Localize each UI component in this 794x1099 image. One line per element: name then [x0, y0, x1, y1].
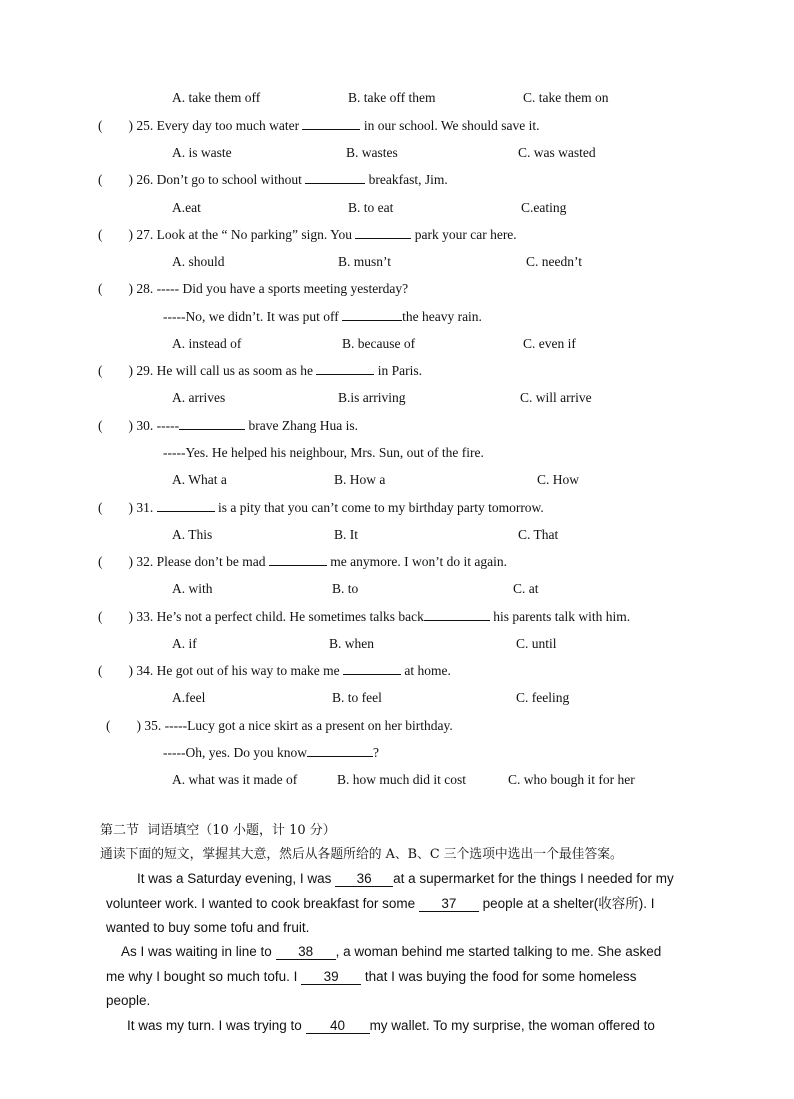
answer-paren-close: )	[128, 281, 133, 296]
reply-text-end: the heavy rain.	[402, 309, 482, 324]
passage-text: , a woman behind me started talking to me. She asked	[335, 944, 662, 959]
q27-options	[172, 254, 732, 270]
answer-paren-open: (	[98, 118, 103, 133]
q25-options	[172, 145, 732, 161]
question-number: 31	[136, 500, 150, 515]
fill-blank[interactable]	[342, 320, 402, 321]
q25-option-b: B. wastes	[346, 145, 398, 160]
question-number: 30	[136, 418, 150, 433]
q30-option-c: C. How	[537, 472, 580, 487]
fill-blank[interactable]	[424, 620, 490, 621]
question-stem: He’s not a perfect child. He sometimes talks back	[156, 609, 424, 624]
number-dot: .	[149, 418, 157, 433]
q30-option-b: B. How a	[334, 472, 386, 487]
fill-blank[interactable]	[343, 674, 401, 675]
question-stem-end: me anymore. I won’t do it again.	[326, 554, 507, 569]
question-25	[98, 118, 539, 134]
question-stem: Don’t go to school without	[156, 172, 306, 187]
number-dot: .	[149, 118, 157, 133]
answer-paren-open: (	[98, 227, 103, 242]
q25-option-a: A. is waste	[172, 145, 232, 160]
section-instruction: 通读下面的短文，掌握其大意，然后从各题所给的 A、B、C 三个选项中选出一个最佳答案。	[100, 847, 623, 862]
q31-option-c: C. That	[518, 527, 559, 542]
q29-option-c: C. will arrive	[520, 390, 592, 405]
q32-option-b: B. to	[332, 581, 359, 596]
q35-options	[172, 772, 732, 788]
answer-paren-open: (	[98, 172, 103, 187]
answer-paren-open: (	[98, 663, 103, 678]
number-dot: .	[157, 718, 165, 733]
q30-reply: -----Yes. He helped his neighbour, Mrs. Sun, out of the fire.	[163, 445, 484, 460]
q26-option-a: A.eat	[172, 200, 201, 215]
answer-paren-close: )	[128, 500, 133, 515]
cloze-blank-38[interactable]: 38	[276, 945, 336, 960]
question-stem-end: park your car here.	[411, 227, 517, 242]
q31-options	[172, 527, 732, 543]
cloze-blank-37[interactable]: 37	[419, 897, 479, 912]
number-dot: .	[149, 281, 157, 296]
passage-line-3: wanted to buy some tofu and fruit.	[106, 920, 310, 935]
question-number: 28	[136, 281, 150, 296]
q24-option-a: A. take them off	[172, 90, 261, 105]
fill-blank[interactable]	[157, 511, 215, 512]
question-stem-end: his parents talk with him.	[489, 609, 631, 624]
q24-options	[172, 90, 732, 106]
fill-blank[interactable]	[355, 238, 411, 239]
question-27	[98, 227, 517, 243]
answer-paren-close: )	[128, 363, 133, 378]
passage-text: at a supermarket for the things I needed for my	[393, 871, 674, 886]
answer-paren-open: (	[98, 500, 103, 515]
question-stem: He will call us as soom as he	[156, 363, 317, 378]
passage-text: volunteer work. I wanted to cook breakfast for some	[106, 896, 419, 911]
question-number: 35	[144, 718, 158, 733]
answer-paren-open: (	[98, 363, 103, 378]
passage-line-5	[106, 969, 637, 985]
question-stem: He got out of his way to make me	[156, 663, 343, 678]
passage-line-2	[106, 896, 654, 912]
question-34	[98, 663, 451, 679]
question-stem: ----- Did you have a sports meeting yesterday?	[156, 281, 409, 296]
q28-option-b: B. because of	[342, 336, 416, 351]
answer-paren-close: )	[128, 418, 133, 433]
q32-options	[172, 581, 732, 597]
q27-option-b: B. musn’t	[338, 254, 392, 269]
q30-options	[172, 472, 732, 488]
passage-line-6: people.	[106, 993, 151, 1008]
question-stem: -----Lucy got a nice skirt as a present on her birthday.	[164, 718, 453, 733]
number-dot: .	[149, 363, 157, 378]
number-dot: .	[149, 227, 157, 242]
question-stem: Every day too much water	[156, 118, 303, 133]
question-stem-end: is a pity that you can’t come to my birthday party tomorrow.	[214, 500, 544, 515]
passage-text: It was my turn. I was trying to	[127, 1018, 306, 1033]
q33-option-c: C. until	[516, 636, 557, 651]
q24-option-b: B. take off them	[348, 90, 436, 105]
q24-option-c: C. take them on	[523, 90, 609, 105]
fill-blank[interactable]	[269, 565, 327, 566]
question-stem: -----	[156, 418, 180, 433]
question-31	[98, 500, 544, 516]
answer-paren-open: (	[98, 554, 103, 569]
reply-text: -----Oh, yes. Do you know	[163, 745, 307, 760]
q32-option-a: A. with	[172, 581, 213, 596]
reply-text-end: ?	[372, 745, 379, 760]
cloze-blank-39[interactable]: 39	[301, 970, 361, 985]
q26-options	[172, 200, 732, 216]
q29-option-a: A. arrives	[172, 390, 226, 405]
q25-option-c: C. was wasted	[518, 145, 596, 160]
q34-option-c: C. feeling	[516, 690, 570, 705]
answer-paren-open: (	[98, 281, 103, 296]
cloze-blank-40[interactable]: 40	[306, 1019, 370, 1034]
answer-paren-close: )	[128, 554, 133, 569]
answer-paren-close: )	[128, 172, 133, 187]
passage-text: me why I bought so much tofu. I	[106, 969, 302, 984]
number-dot: .	[149, 609, 157, 624]
passage-line-1	[137, 871, 674, 887]
q33-options	[172, 636, 732, 652]
q26-option-c: C.eating	[521, 200, 567, 215]
question-26	[98, 172, 448, 188]
number-dot: .	[149, 500, 157, 515]
passage-text: It was a Saturday evening, I was	[137, 871, 336, 886]
question-stem: Please don’t be mad	[156, 554, 269, 569]
fill-blank[interactable]	[307, 756, 373, 757]
number-dot: .	[149, 554, 157, 569]
answer-paren-open: (	[106, 718, 111, 733]
q35-option-b: B. how much did it cost	[337, 772, 466, 787]
section-heading: 第二节 词语填空（10 小题，计 10 分）	[100, 823, 336, 838]
question-number: 32	[136, 554, 150, 569]
q34-option-b: B. to feel	[332, 690, 382, 705]
fill-blank[interactable]	[305, 183, 365, 184]
q26-option-b: B. to eat	[348, 200, 394, 215]
q31-option-b: B. It	[334, 527, 359, 542]
passage-line-7	[127, 1018, 655, 1034]
question-stem-end: in Paris.	[374, 363, 422, 378]
q33-option-b: B. when	[329, 636, 374, 651]
question-29	[98, 363, 422, 379]
question-30	[98, 418, 358, 434]
q34-option-a: A.feel	[172, 690, 206, 705]
question-number: 26	[136, 172, 150, 187]
q28-reply	[163, 309, 482, 325]
question-28	[98, 281, 408, 297]
question-35	[106, 718, 453, 734]
q35-option-a: A. what was it made of	[172, 772, 298, 787]
q27-option-c: C. needn’t	[526, 254, 582, 269]
answer-paren-open: (	[98, 609, 103, 624]
answer-paren-open: (	[98, 418, 103, 433]
answer-paren-close: )	[136, 718, 141, 733]
question-number: 27	[136, 227, 150, 242]
passage-text: people at a shelter(	[478, 896, 599, 911]
q35-option-c: C. who bough it for her	[508, 772, 635, 787]
answer-paren-close: )	[128, 227, 133, 242]
fill-blank[interactable]	[179, 429, 245, 430]
q28-options	[172, 336, 732, 352]
number-dot: .	[149, 172, 157, 187]
q31-option-a: A. This	[172, 527, 213, 542]
question-stem-end: brave Zhang Hua is.	[245, 418, 358, 433]
number-dot: .	[149, 663, 157, 678]
passage-text: that I was buying the food for some homeless	[361, 969, 637, 984]
answer-paren-close: )	[128, 609, 133, 624]
q27-option-a: A. should	[172, 254, 225, 269]
q32-option-c: C. at	[513, 581, 539, 596]
reply-text: -----No, we didn’t. It was put off	[163, 309, 343, 324]
question-stem-end: at home.	[400, 663, 451, 678]
question-33	[98, 609, 630, 625]
q29-option-b: B.is arriving	[338, 390, 406, 405]
q28-option-c: C. even if	[523, 336, 576, 351]
cloze-blank-36[interactable]: 36	[335, 872, 393, 887]
answer-paren-close: )	[128, 663, 133, 678]
fill-blank[interactable]	[316, 374, 374, 375]
question-number: 29	[136, 363, 150, 378]
question-32	[98, 554, 507, 570]
fill-blank[interactable]	[302, 129, 360, 130]
q34-options	[172, 690, 732, 706]
passage-line-4	[121, 944, 661, 960]
q30-option-a: A. What a	[172, 472, 227, 487]
question-stem-end: in our school. We should save it.	[360, 118, 540, 133]
passage-text: ). I	[638, 896, 655, 911]
answer-paren-close: )	[128, 118, 133, 133]
q35-reply	[163, 745, 379, 761]
question-stem-end: breakfast, Jim.	[365, 172, 448, 187]
question-number: 34	[136, 663, 150, 678]
question-number: 33	[136, 609, 150, 624]
q33-option-a: A. if	[172, 636, 197, 651]
passage-text: my wallet. To my surprise, the woman offered to	[369, 1018, 655, 1033]
passage-text: As I was waiting in line to	[121, 944, 276, 959]
q28-option-a: A. instead of	[172, 336, 242, 351]
q29-options	[172, 390, 732, 406]
question-number: 25	[136, 118, 150, 133]
passage-text-chinese: 收容所	[598, 896, 639, 912]
question-stem: Look at the “ No parking” sign. You	[156, 227, 356, 242]
